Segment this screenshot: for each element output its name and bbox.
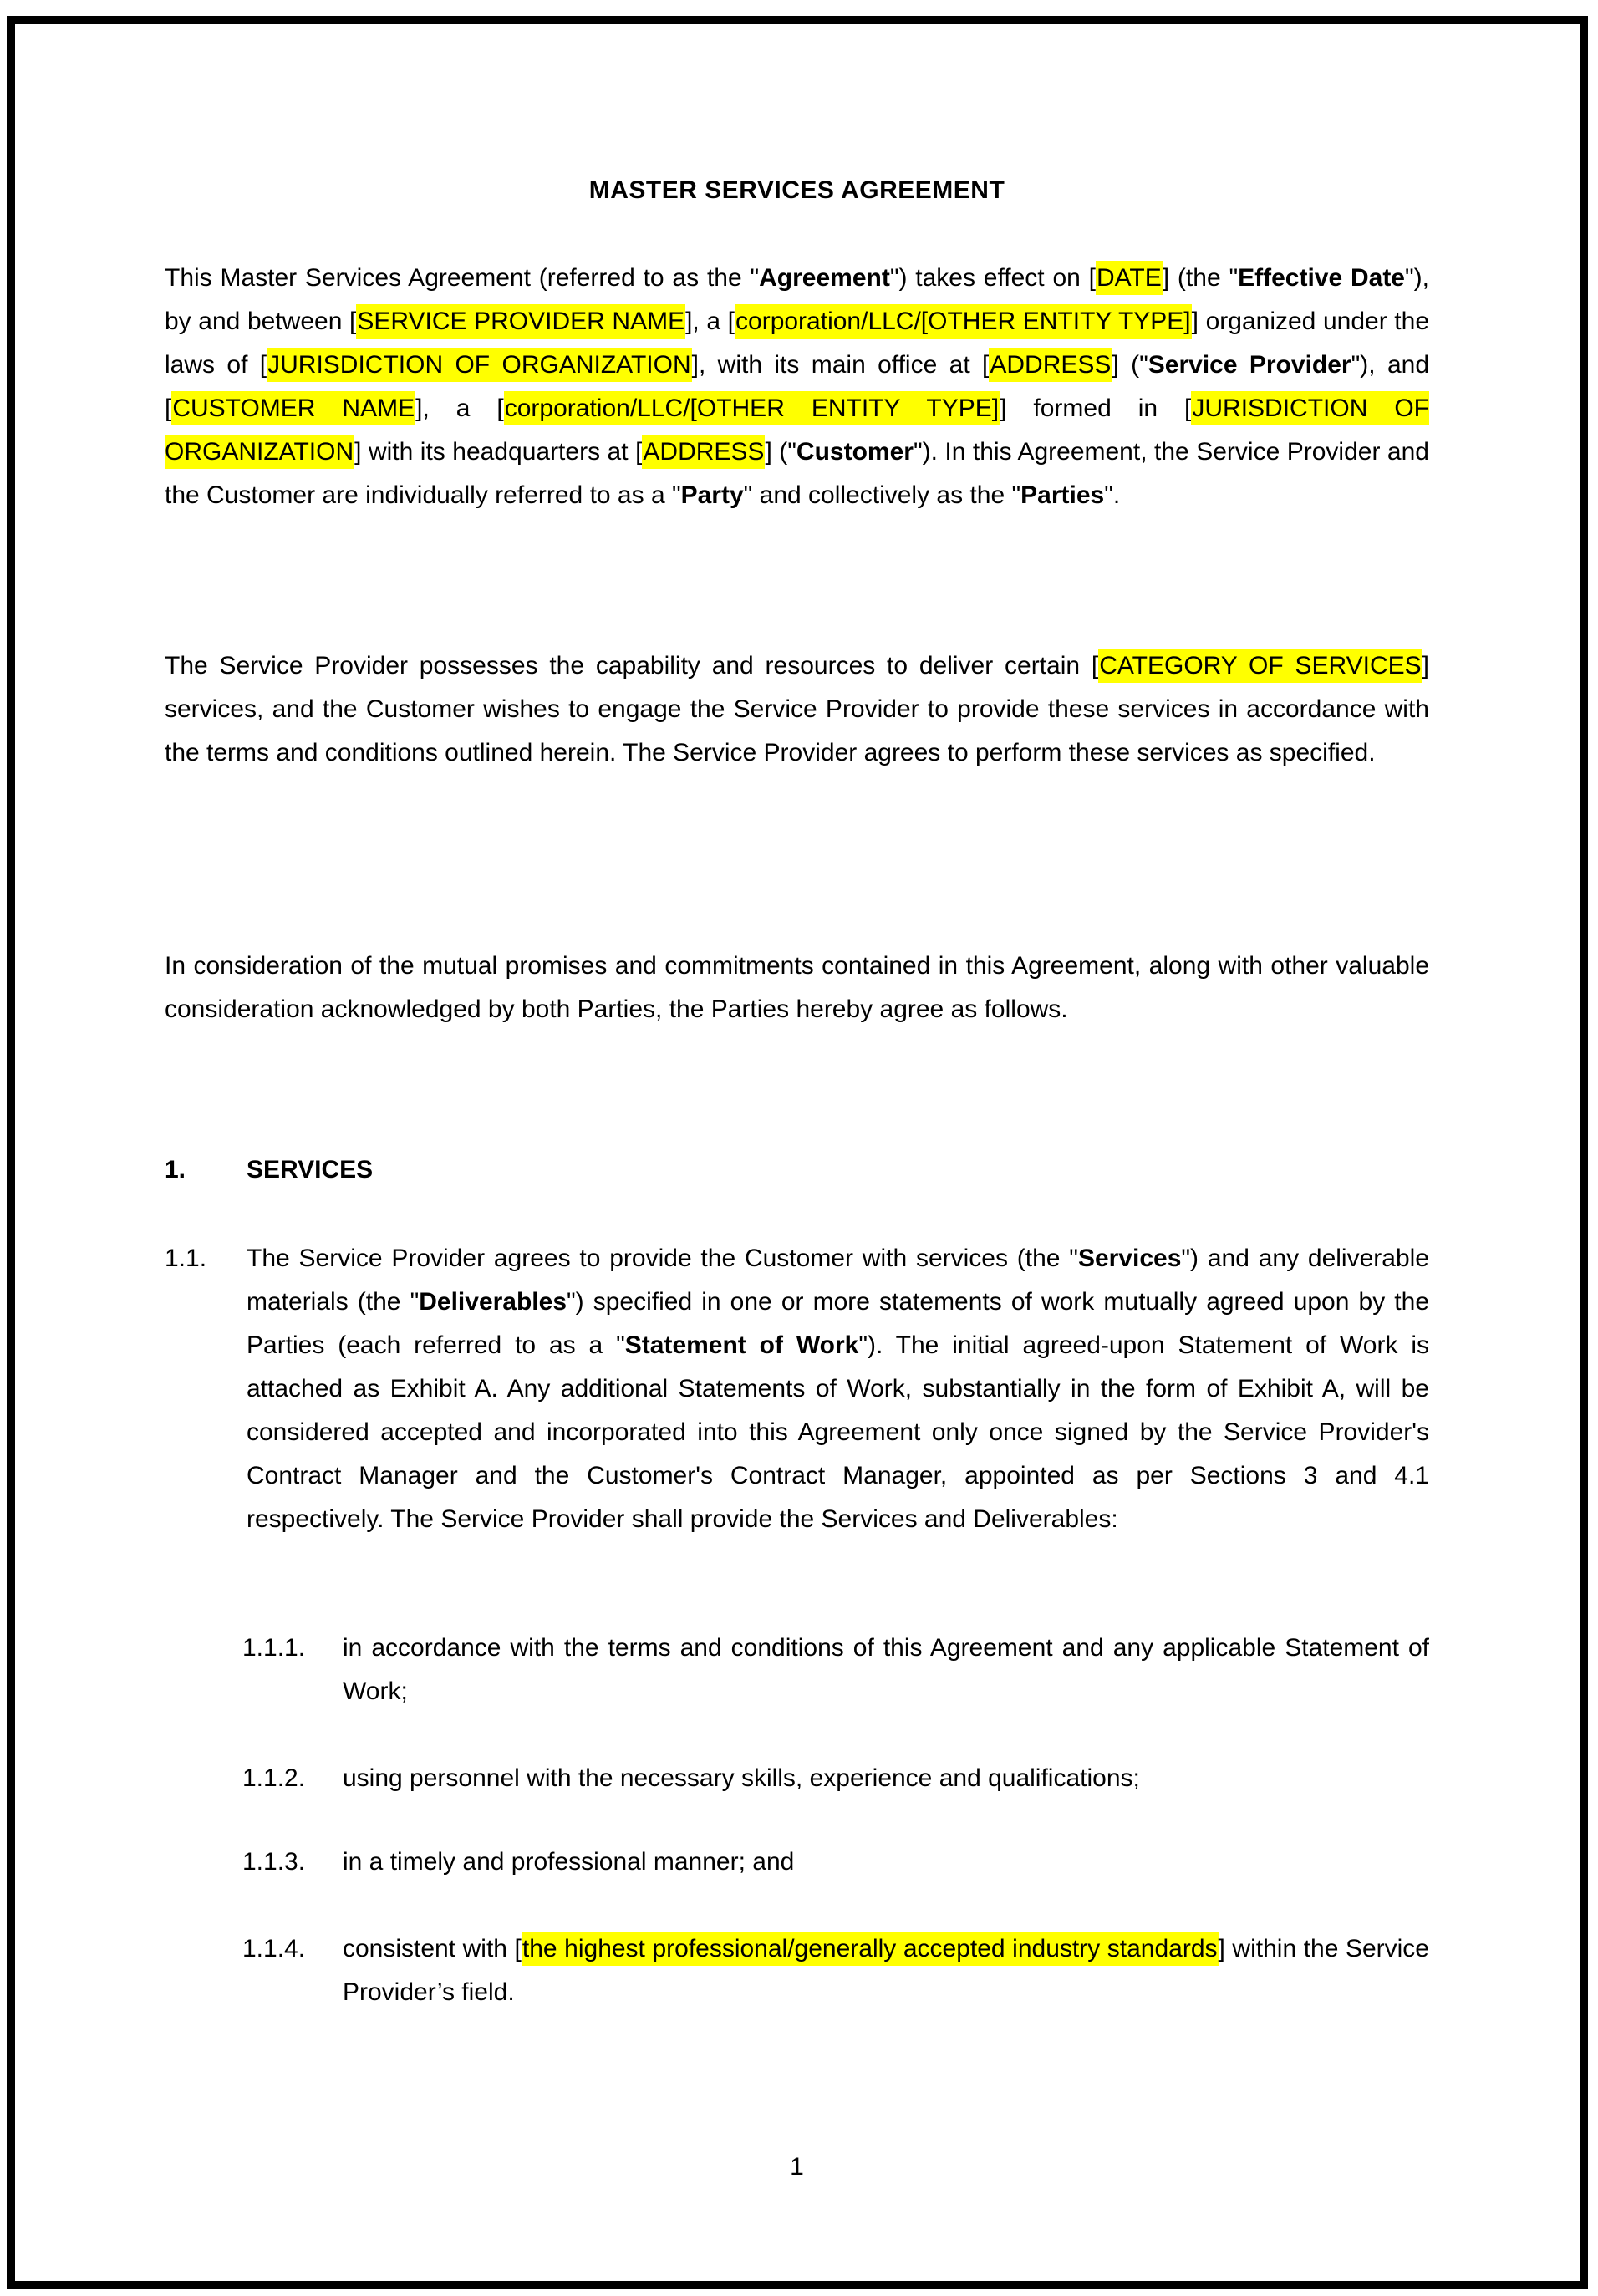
highlighted-placeholder: CATEGORY OF SERVICES [1098,649,1422,683]
clause-number: 1.1. [165,1245,207,1272]
subclause-1-1-3 [165,1840,1429,1884]
highlighted-placeholder: ADDRESS [989,348,1112,382]
subclause-body: using personnel with the necessary skills, experience and qualifications; [343,1764,1140,1792]
subclause-1-1-4 [165,1927,1429,2014]
highlighted-placeholder: ADDRESS [642,435,765,469]
subclause-body: consistent with [the highest professional/generally accepted industry standards] within the Service Provider’s field. [343,1927,1429,2014]
section-heading-label: SERVICES [247,1156,374,1184]
highlighted-placeholder: JURISDICTION OF ORGANIZATION [165,391,1429,469]
subclause-number: 1.1.3. [242,1848,306,1876]
clause-1-1 [165,1237,1429,1541]
subclause-body: in accordance with the terms and conditions of this Agreement and any applicable Statement of Work; [343,1634,1429,1705]
subclause-1-1-1 [165,1627,1429,1713]
highlighted-placeholder: CUSTOMER NAME [171,391,415,425]
recital-consideration-paragraph: In consideration of the mutual promises and commitments contained in this Agreement, along with other valuable consideration acknowledged by both Parties, the Parties hereby agree as follows. [165,952,1429,1023]
highlighted-placeholder: corporation/LLC/[OTHER ENTITY TYPE] [504,391,1000,425]
subclause-body: in a timely and professional manner; and [343,1848,795,1876]
highlighted-placeholder: corporation/LLC/[OTHER ENTITY TYPE] [735,304,1192,339]
clause-body: The Service Provider agrees to provide the Customer with services (the "Services") and any deliverable materials (the "Deliverables") specified in one or more statements of work mutually agreed upon by the Parties (each referred to as a "Statement of Work"). The initial agreed-upon Statement of Work is attached as Exhibit A. Any additional Statements of Work, substantially in the form of Exhibit A, will be considered accepted and incorporated into this Agreement only once signed by the Service Provider's Contract Manager and the Customer's Contract Manager, appointed as per Sections 3 and 4.1 respectively. The Service Provider shall provide the Services and Deliverables: [247,1245,1430,1533]
highlighted-placeholder: JURISDICTION OF ORGANIZATION [267,348,692,382]
recital-capability-paragraph: The Service Provider possesses the capability and resources to deliver certain [CATEGORY OF SERVICES] services, and the Customer wishes to engage the Service Provider to provide these services in accordance with the terms and conditions outlined herein. The Service Provider agrees to perform these services as specified. [165,644,1429,775]
highlighted-placeholder: the highest professional/generally accepted industry standards [522,1932,1219,1966]
subclause-number: 1.1.4. [242,1935,306,1963]
subclause-1-1-2 [165,1757,1429,1800]
section-number: 1. [165,1156,186,1184]
highlighted-placeholder: DATE [1096,261,1163,295]
highlighted-placeholder: SERVICE PROVIDER NAME [356,304,685,339]
document-title: MASTER SERVICES AGREEMENT [588,176,1005,204]
subclause-number: 1.1.2. [242,1764,306,1792]
section-heading-services [165,1148,1429,1192]
page-number: 1 [790,2153,804,2181]
subclause-number: 1.1.1. [242,1634,306,1662]
intro-paragraph: This Master Services Agreement (referred to as the "Agreement") takes effect on [DATE] (the "Effective Date"), by and between [SERVICE PROVIDER NAME], a [corporation/LLC/[OTHER ENTITY TYPE]] organized under the laws of [JURISDICTION OF ORGANIZATION], with its main office at [ADDRESS] ("Service Provider"), and [CUSTOMER NAME], a [corporation/LLC/[OTHER ENTITY TYPE]] formed in [JURISDICTION OF ORGANIZATION] with its headquarters at [ADDRESS] ("Customer"). In this Agreement, the Service Provider and the Customer are individually referred to as a "Party" and collectively as the "Parties". [165,257,1429,517]
